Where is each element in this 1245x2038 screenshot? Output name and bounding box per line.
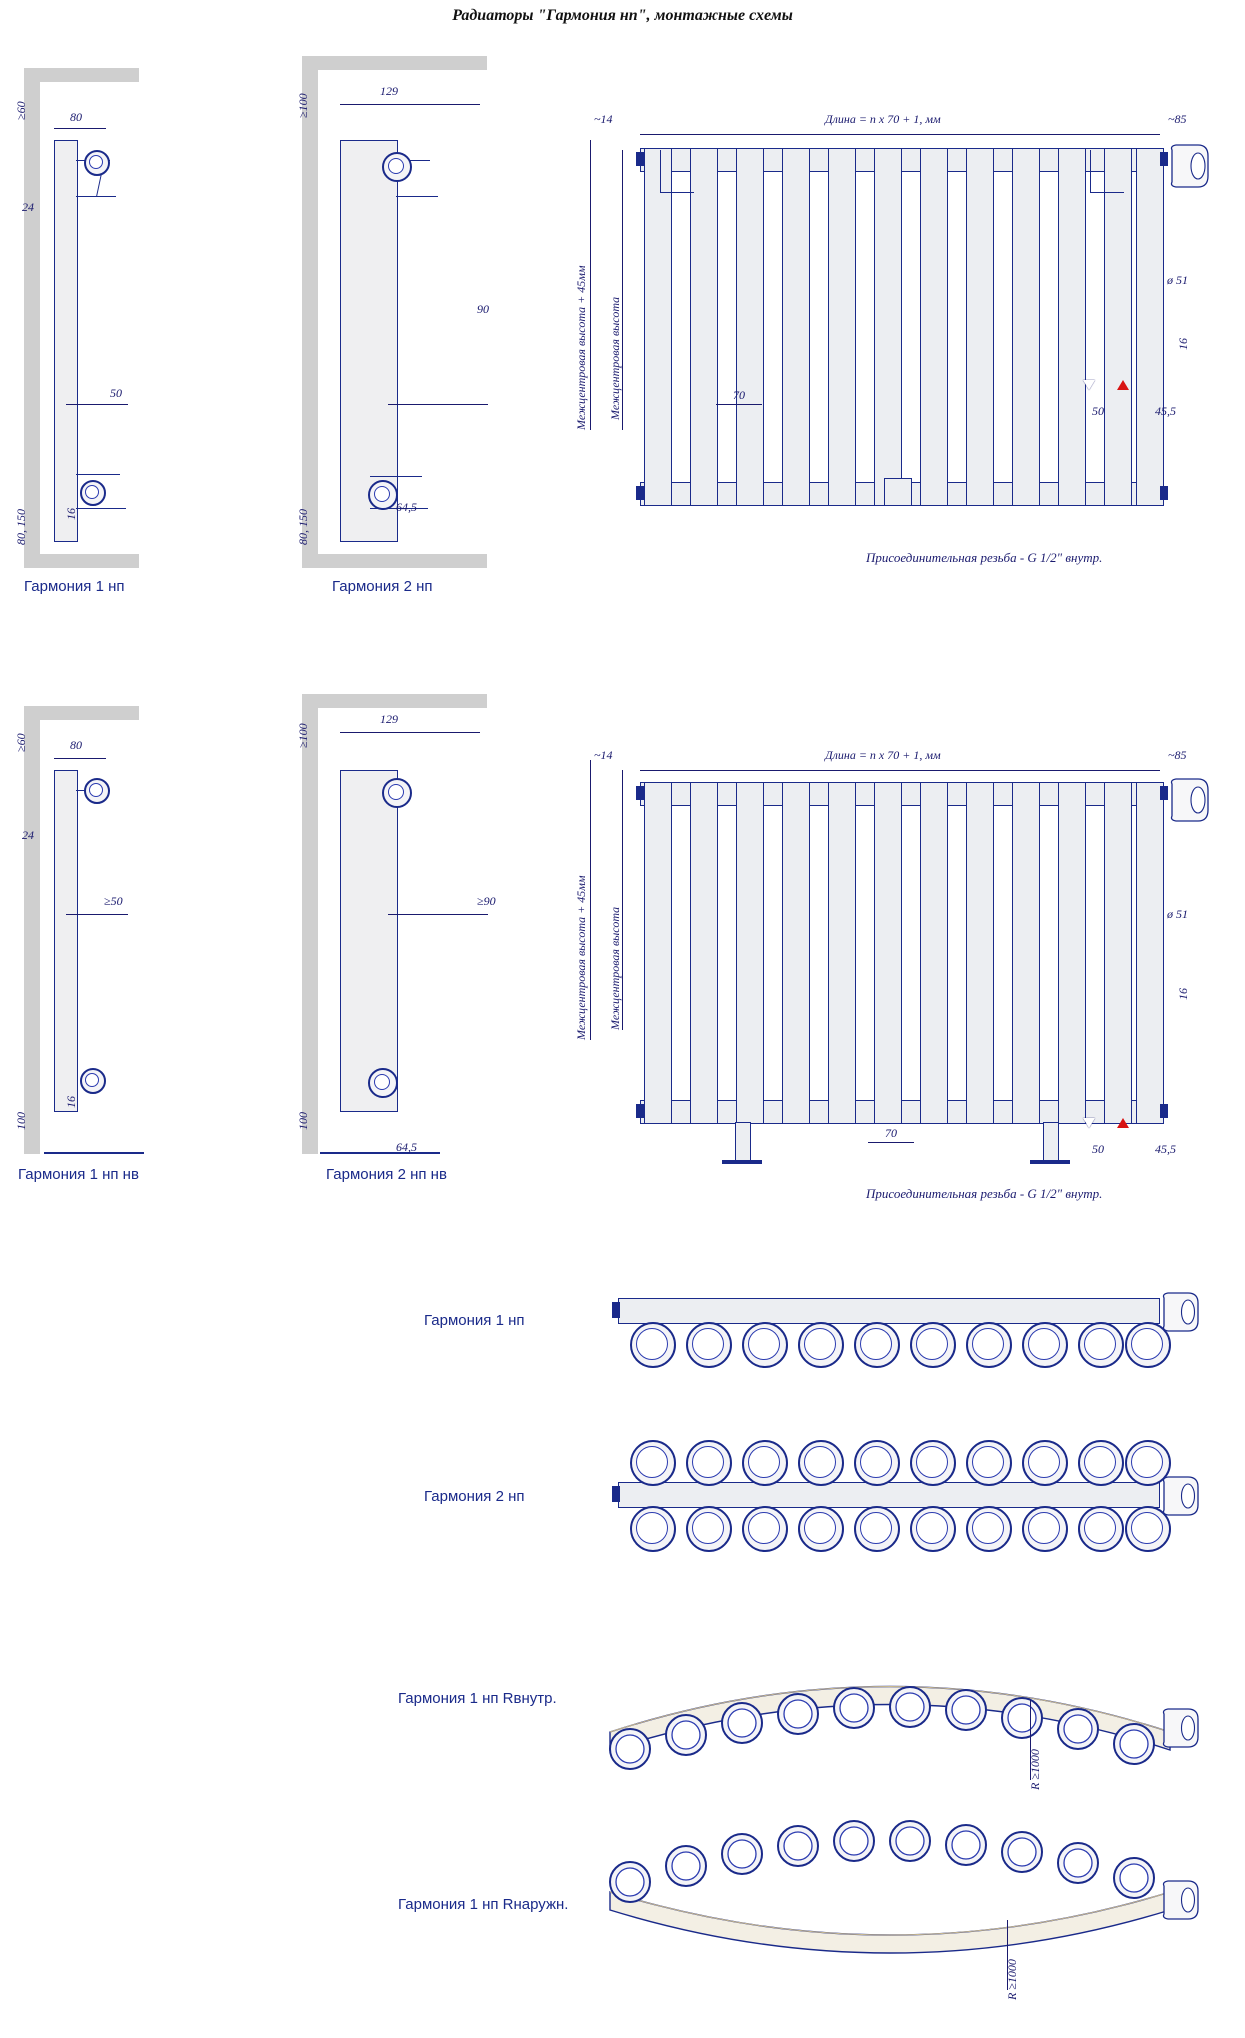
dim-50: 50 bbox=[110, 386, 122, 400]
supply-marker-white bbox=[1083, 380, 1095, 390]
connector-bottom-inner bbox=[85, 485, 99, 499]
plan-tube-ring-inner bbox=[804, 1328, 836, 1360]
dim-80-150: 80, 150 bbox=[14, 509, 28, 545]
tube bbox=[1058, 782, 1086, 1124]
plan-manifold-2 bbox=[618, 1482, 1160, 1508]
tube bbox=[644, 148, 672, 506]
tube bbox=[1058, 148, 1086, 506]
dim-80: 80 bbox=[70, 110, 82, 124]
dim-vline-3 bbox=[590, 760, 591, 1040]
wall-horizontal-3 bbox=[24, 706, 139, 720]
dim-100-bot: 100 bbox=[296, 1112, 310, 1130]
dim-24-2: 24 bbox=[22, 828, 34, 842]
floor-leg-right-foot bbox=[1030, 1160, 1070, 1164]
dim-100-2: 100 bbox=[14, 1112, 28, 1130]
bracket-line-4 bbox=[396, 196, 438, 197]
dim-line-129-2 bbox=[340, 732, 480, 733]
connector-bottom-inner-4 bbox=[374, 1074, 390, 1090]
v-label-height: Межцентровая высота bbox=[608, 296, 622, 420]
floor-leg-right bbox=[1043, 1122, 1059, 1164]
plan-tube-ring-inner bbox=[972, 1512, 1004, 1544]
dim-line-length bbox=[640, 134, 1160, 135]
connector-bottom-inner-2 bbox=[374, 486, 390, 502]
dim-line-90 bbox=[388, 404, 488, 405]
wall-base bbox=[24, 554, 139, 568]
tube bbox=[874, 148, 902, 506]
dim-80-150-b: 80, 150 bbox=[296, 509, 310, 545]
radiator-section-side bbox=[54, 140, 78, 542]
plan-endcap-1 bbox=[612, 1302, 620, 1318]
dim-left-gap-2: ~14 bbox=[594, 748, 613, 762]
plan-tube-ring-inner bbox=[1028, 1446, 1060, 1478]
plan-tube-ring-inner bbox=[860, 1328, 892, 1360]
curved-rings-outer bbox=[600, 1800, 1180, 1940]
plan-tube-ring-inner bbox=[1028, 1328, 1060, 1360]
floor-leg-left-foot bbox=[722, 1160, 762, 1164]
tube bbox=[782, 782, 810, 1124]
thread-note-2: Присоединительная резьба - G 1/2" внутр. bbox=[866, 1186, 1103, 1201]
plan-label-3: Гармония 1 нп Rвнутр. bbox=[398, 1690, 557, 1707]
supply-marker-white-2 bbox=[1083, 1118, 1095, 1128]
dim-64-5-2: 64,5 bbox=[396, 1140, 417, 1154]
wall-vertical-3 bbox=[24, 706, 40, 1154]
end-cap-left-top-2 bbox=[636, 786, 644, 800]
thread-note-1: Присоединительная резьба - G 1/2" внутр. bbox=[866, 550, 1103, 565]
dim-line-80-2 bbox=[54, 758, 106, 759]
plan-tube-ring-inner bbox=[860, 1512, 892, 1544]
wall-vertical bbox=[24, 68, 40, 568]
bracket-top-right-h bbox=[1090, 192, 1124, 193]
dim-diameter: ø 51 bbox=[1167, 273, 1188, 287]
dim-70: 70 bbox=[733, 388, 745, 402]
dim-vline-2 bbox=[622, 150, 623, 430]
tube bbox=[874, 782, 902, 1124]
bottom-bracket-line-2 bbox=[76, 508, 126, 509]
dim-70-2: 70 bbox=[885, 1126, 897, 1140]
wall-vertical-4 bbox=[302, 694, 318, 1154]
plan-tube-ring-inner bbox=[692, 1328, 724, 1360]
plan-tube-ring-inner bbox=[1084, 1446, 1116, 1478]
end-cap-left-bottom bbox=[636, 486, 644, 500]
dim-80-2: 80 bbox=[70, 738, 82, 752]
tube bbox=[690, 148, 718, 506]
plan-tube-ring-inner bbox=[860, 1446, 892, 1478]
plan-manifold-1 bbox=[618, 1298, 1160, 1324]
plan-tube-ring-inner bbox=[972, 1328, 1004, 1360]
view-label-2: Гармония 2 нп bbox=[332, 578, 433, 595]
plan-tube-ring-inner bbox=[972, 1446, 1004, 1478]
v-label-height-2: Межцентровая высота bbox=[608, 906, 622, 1030]
bracket-line-2 bbox=[76, 196, 116, 197]
dim-129-2: 129 bbox=[380, 712, 398, 726]
tube bbox=[920, 148, 948, 506]
plan-tube-ring-inner bbox=[748, 1328, 780, 1360]
tube bbox=[736, 148, 764, 506]
vent-housing bbox=[884, 478, 912, 506]
return-marker-red-2 bbox=[1117, 1118, 1129, 1128]
dim-90-2: ≥90 bbox=[477, 894, 496, 908]
tube bbox=[1136, 148, 1164, 506]
plan-tube-ring-inner bbox=[692, 1446, 724, 1478]
tube bbox=[920, 782, 948, 1124]
plan-tube-ring-inner bbox=[916, 1328, 948, 1360]
plan-tube-ring-inner bbox=[804, 1512, 836, 1544]
wall-horizontal-4 bbox=[302, 694, 487, 708]
wall-horizontal-2 bbox=[302, 56, 487, 70]
dim-line-length-2 bbox=[640, 770, 1160, 771]
plan-tube-ring-inner bbox=[804, 1446, 836, 1478]
bracket-top-left-h bbox=[660, 192, 694, 193]
dim-45-5-2: 45,5 bbox=[1155, 1142, 1176, 1156]
tube bbox=[736, 782, 764, 1124]
tube bbox=[966, 148, 994, 506]
return-marker-red bbox=[1117, 380, 1129, 390]
dim-length-2: Длина = n x 70 + 1, мм bbox=[825, 748, 941, 762]
view-label-3: Гармония 1 нп нв bbox=[18, 1166, 139, 1183]
plan-tube-ring-inner bbox=[636, 1328, 668, 1360]
plan-tube-ring-inner bbox=[1084, 1512, 1116, 1544]
tube bbox=[644, 782, 672, 1124]
dim-129: 129 bbox=[380, 84, 398, 98]
end-cap-right-bottom-2 bbox=[1160, 1104, 1168, 1118]
thermostat-head bbox=[1168, 142, 1212, 195]
dim-60-2: ≥60 bbox=[14, 733, 28, 752]
bracket-top-left bbox=[660, 150, 661, 192]
plan-tube-ring-inner bbox=[1028, 1512, 1060, 1544]
connector-bottom-inner-3 bbox=[85, 1073, 99, 1087]
plan-label-2: Гармония 2 нп bbox=[424, 1488, 525, 1505]
floor-line-1 bbox=[44, 1152, 144, 1154]
end-cap-right-top-2 bbox=[1160, 786, 1168, 800]
view-label-1: Гармония 1 нп bbox=[24, 578, 125, 595]
end-cap-left-bottom-2 bbox=[636, 1104, 644, 1118]
curved-rings-inner bbox=[600, 1630, 1180, 1770]
radiator-section-side-3 bbox=[54, 770, 78, 1112]
floor-line-2 bbox=[320, 1152, 440, 1154]
dim-vline-1 bbox=[590, 140, 591, 430]
dim-line-50 bbox=[66, 404, 128, 405]
tube bbox=[1104, 148, 1132, 506]
dim-45-5: 45,5 bbox=[1155, 404, 1176, 418]
end-cap-right-top bbox=[1160, 152, 1168, 166]
dim-100: ≥100 bbox=[296, 93, 310, 118]
dim-16: 16 bbox=[64, 508, 78, 520]
dim-100-top: ≥100 bbox=[296, 723, 310, 748]
dim-24: 24 bbox=[22, 200, 34, 214]
tube bbox=[1136, 782, 1164, 1124]
dim-50-front-2: 50 bbox=[1092, 1142, 1104, 1156]
plan-radius-4: R ≥1000 bbox=[1005, 1959, 1019, 2000]
plan-tube-ring-inner bbox=[1084, 1328, 1116, 1360]
dim-diameter-2: ø 51 bbox=[1167, 907, 1188, 921]
wall-vertical-2 bbox=[302, 56, 318, 568]
dim-line-80 bbox=[54, 128, 106, 129]
dim-right-gap: ~85 bbox=[1168, 112, 1187, 126]
dim-left-gap: ~14 bbox=[594, 112, 613, 126]
tube bbox=[1012, 782, 1040, 1124]
plan-tube-ring-inner bbox=[1131, 1328, 1163, 1360]
floor-leg-left bbox=[735, 1122, 751, 1164]
dim-line-129 bbox=[340, 104, 480, 105]
tube bbox=[1104, 782, 1132, 1124]
dim-line-50-2 bbox=[66, 914, 128, 915]
plan-tube-ring-inner bbox=[636, 1446, 668, 1478]
dim-16-front-2: 16 bbox=[1176, 988, 1190, 1000]
tube bbox=[966, 782, 994, 1124]
plan-label-4: Гармония 1 нп Rнаружн. bbox=[398, 1896, 569, 1913]
bottom-bracket-line bbox=[76, 474, 120, 475]
tube bbox=[1012, 148, 1040, 506]
plan-radius-3: R ≥1000 bbox=[1028, 1749, 1042, 1790]
dim-16-front: 16 bbox=[1176, 338, 1190, 350]
v-label-height-plus45: Межцентровая высота + 45мм bbox=[574, 265, 588, 430]
plan-endcap-2 bbox=[612, 1486, 620, 1502]
connector-top-inner-4 bbox=[388, 784, 404, 800]
plan-label-1: Гармония 1 нп bbox=[424, 1312, 525, 1329]
view-label-4: Гармония 2 нп нв bbox=[326, 1166, 447, 1183]
wall-horizontal bbox=[24, 68, 139, 82]
plan-tube-ring-inner bbox=[916, 1512, 948, 1544]
dim-line-70 bbox=[716, 404, 762, 405]
plan-tube-ring-inner bbox=[692, 1512, 724, 1544]
tube bbox=[828, 782, 856, 1124]
dim-line-70-2 bbox=[868, 1142, 914, 1143]
radiator-section-side-4 bbox=[340, 770, 398, 1112]
dim-16-2: 16 bbox=[64, 1096, 78, 1108]
bracket-top-right bbox=[1090, 150, 1091, 192]
dim-vline-4 bbox=[622, 770, 623, 1030]
wall-base-2 bbox=[302, 554, 487, 568]
v-label-height-plus45-2: Межцентровая высота + 45мм bbox=[574, 875, 588, 1040]
dim-50-2: ≥50 bbox=[104, 894, 123, 908]
dim-90: 90 bbox=[477, 302, 489, 316]
thermostat-head-2 bbox=[1168, 776, 1212, 829]
connector-top-inner-3 bbox=[89, 783, 103, 797]
dim-50-front: 50 bbox=[1092, 404, 1104, 418]
plan-tube-ring-inner bbox=[748, 1446, 780, 1478]
dim-64-5: 64,5 bbox=[396, 500, 417, 514]
connector-top-inner-2 bbox=[388, 158, 404, 174]
tube bbox=[828, 148, 856, 506]
plan-tube-ring-inner bbox=[916, 1446, 948, 1478]
plan-tube-ring-inner bbox=[1131, 1446, 1163, 1478]
end-cap-right-bottom bbox=[1160, 486, 1168, 500]
dim-length: Длина = n x 70 + 1, мм bbox=[825, 112, 941, 126]
connector-top-inner bbox=[89, 155, 103, 169]
plan-tube-ring-inner bbox=[748, 1512, 780, 1544]
bottom-bracket-line-3 bbox=[370, 476, 422, 477]
end-cap-left-top bbox=[636, 152, 644, 166]
dim-60: ≥60 bbox=[14, 101, 28, 120]
tube bbox=[690, 782, 718, 1124]
plan-tube-ring-inner bbox=[636, 1512, 668, 1544]
tube bbox=[782, 148, 810, 506]
page-title: Радиаторы "Гармония нп", монтажные схемы bbox=[452, 7, 793, 24]
dim-line-90-2 bbox=[388, 914, 488, 915]
dim-right-gap-2: ~85 bbox=[1168, 748, 1187, 762]
plan-tube-ring-inner bbox=[1131, 1512, 1163, 1544]
